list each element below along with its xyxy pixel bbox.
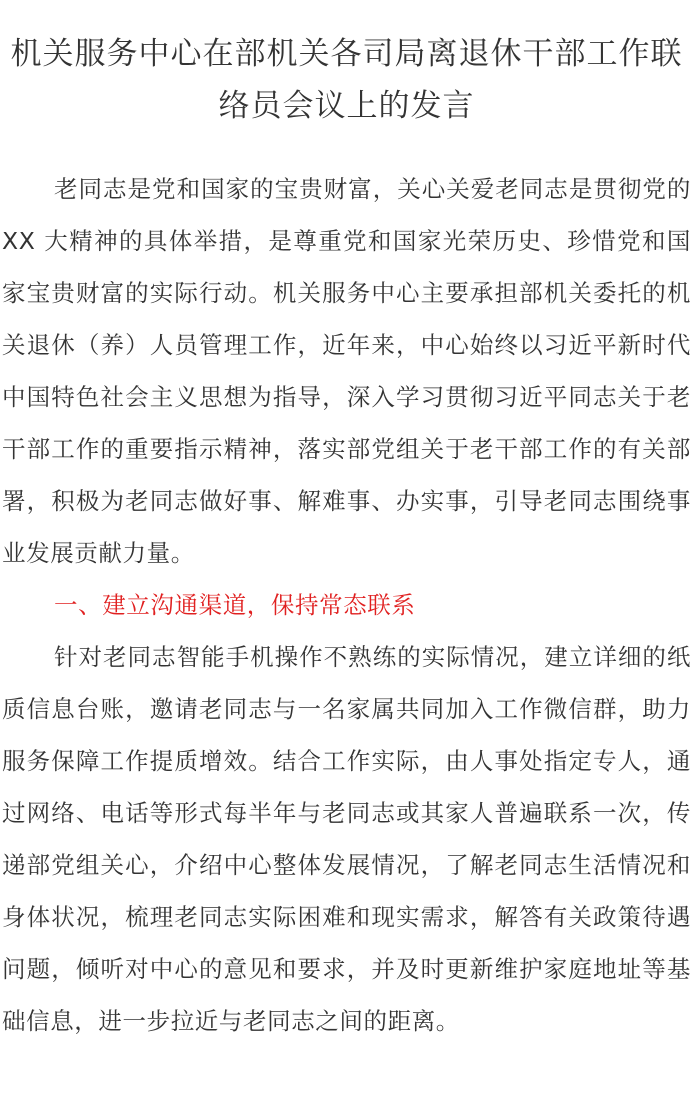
- section-paragraph: 针对老同志智能手机操作不熟练的实际情况，建立详细的纸质信息台账，邀请老同志与一名家属共同加入工作微信群，助力服务保障工作提质增效。结合工作实际，由人事处指定专人，通过网络、电话等形式每半年与老同志或其家人普遍联系一次，传递部党组关心，介绍中心整体发展情况，了解老同志生活情况和身体状况，梳理老同志实际困难和现实需求，解答有关政策待遇问题，倾听对中心的意见和要求，并及时更新维护家庭地址等基础信息，进一步拉近与老同志之间的距离。: [2, 643, 691, 1035]
- intro-paragraph: 老同志是党和国家的宝贵财富，关心关爱老同志是贯彻党的 XX 大精神的具体举措，是尊重党和国家光荣历史、珍惜党和国家宝贵财富的实际行动。机关服务中心主要承担部机关委托的机关退休（养）人员管理工作，近年来，中心始终以习近平新时代中国特色社会主义思想为指导，深入学习贯彻习近平同志关于老干部工作的重要指示精神，落实部党组关于老干部工作的有关部署，积极为老同志做好事、解难事、办实事，引导老同志围绕事业发展贡献力量。: [2, 175, 691, 567]
- document-title: 机关服务中心在部机关各司局离退休干部工作联络员会议上的发言: [10, 36, 683, 124]
- document-body: [2, 163, 691, 1047]
- section-heading: 一、建立沟通渠道，保持常态联系: [54, 591, 416, 619]
